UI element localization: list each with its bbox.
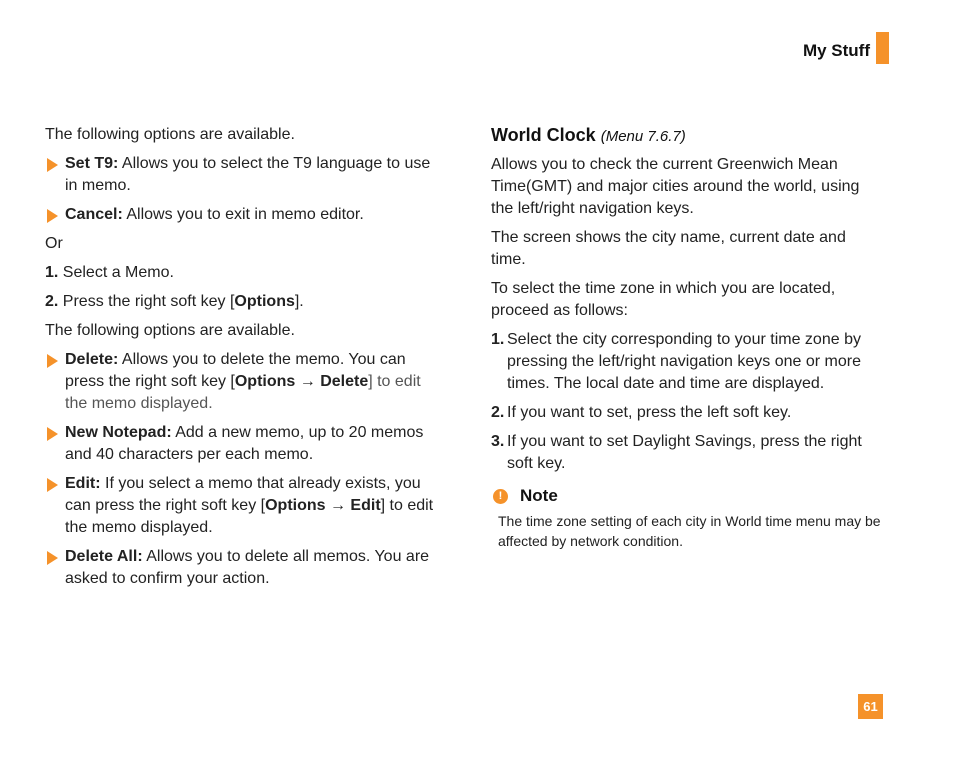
- arrow-symbol: →: [325, 497, 351, 514]
- soft-key-label: Options: [265, 497, 326, 514]
- paragraph: Allows you to check the current Greenwich Mean Time(GMT) and major cities around the world, using the left/right navigation keys.: [491, 156, 860, 217]
- note-header: [491, 485, 881, 507]
- step-number: 2.: [491, 404, 505, 421]
- section-title: My Stuff: [802, 41, 870, 60]
- heading-text: World Clock: [491, 125, 596, 145]
- step-text: Select the city corresponding to your time zone by pressing the left/right navigation keys one or more times. The local date and time are displayed.: [507, 331, 861, 392]
- option-text: Allows you to exit in memo editor.: [122, 206, 364, 223]
- option-delete-all: [45, 546, 440, 590]
- bullet-arrow-icon: [47, 427, 58, 441]
- bullet-arrow-icon: [47, 209, 58, 223]
- option-label: Cancel:: [65, 206, 123, 223]
- step-2: [45, 291, 440, 313]
- option-text: Allows you to delete the memo. You can press the right soft key [: [65, 351, 406, 390]
- exclamation-icon: !: [493, 489, 508, 504]
- option-text: Add a new memo, up to 20 memos and 40 characters per each memo.: [65, 424, 424, 463]
- option-set-t9: [45, 153, 440, 197]
- world-clock-heading: [491, 124, 881, 148]
- option-text-end: ] to edit the memo displayed.: [65, 373, 421, 412]
- step-number: 1.: [45, 264, 59, 281]
- intro-text-2: The following options are available.: [45, 322, 295, 339]
- step-text: If you want to set, press the left soft key.: [507, 404, 792, 421]
- step-text: Select a Memo.: [58, 264, 174, 281]
- step-text: If you want to set Daylight Savings, press the right soft key.: [507, 433, 862, 472]
- bullet-arrow-icon: [47, 551, 58, 565]
- intro-text: The following options are available.: [45, 126, 295, 143]
- step-text-end: ].: [294, 293, 304, 310]
- arrow-symbol: →: [295, 373, 321, 390]
- option-label: Set T9:: [65, 155, 119, 172]
- option-delete: [45, 349, 440, 415]
- option-label: New Notepad:: [65, 424, 172, 441]
- step-number: 3.: [491, 433, 505, 450]
- option-new-notepad: [45, 422, 440, 466]
- left-column: [45, 124, 440, 597]
- option-cancel: [45, 204, 440, 226]
- soft-key-label: Edit: [350, 497, 381, 514]
- step-1: [491, 329, 881, 395]
- bullet-arrow-icon: [47, 354, 58, 368]
- step-2: [491, 402, 881, 424]
- step-text: Press the right soft key [: [58, 293, 235, 310]
- option-text-end: ] to edit the memo displayed.: [65, 497, 434, 536]
- option-edit: [45, 473, 440, 539]
- soft-key-label: Delete: [320, 373, 369, 390]
- option-text: Allows you to delete all memos. You are asked to confirm your action.: [65, 548, 430, 587]
- note-label: Note: [520, 486, 558, 505]
- option-text: If you select a memo that already exists, you can press the right soft key [: [65, 475, 421, 514]
- paragraph: The screen shows the city name, current date and time.: [491, 229, 846, 268]
- option-text: Allows you to select the T9 language to use in memo.: [65, 155, 431, 194]
- right-column: [491, 124, 881, 551]
- bullet-arrow-icon: [47, 478, 58, 492]
- option-label: Edit:: [65, 475, 101, 492]
- step-number: 1.: [491, 331, 505, 348]
- menu-reference: (Menu 7.6.7): [600, 128, 686, 145]
- or-text: Or: [45, 235, 63, 252]
- section-tab-marker: [876, 32, 889, 64]
- note-text: The time zone setting of each city in World time menu may be affected by network condition.: [498, 513, 881, 549]
- step-number: 2.: [45, 293, 59, 310]
- page-number: 61: [858, 694, 883, 719]
- step-3: [491, 431, 881, 475]
- option-label: Delete:: [65, 351, 119, 368]
- soft-key-label: Options: [234, 373, 296, 390]
- option-label: Delete All:: [65, 548, 143, 565]
- soft-key-label: Options: [234, 293, 295, 310]
- bullet-arrow-icon: [47, 158, 58, 172]
- step-1: [45, 262, 440, 284]
- paragraph: To select the time zone in which you are located, proceed as follows:: [491, 280, 836, 319]
